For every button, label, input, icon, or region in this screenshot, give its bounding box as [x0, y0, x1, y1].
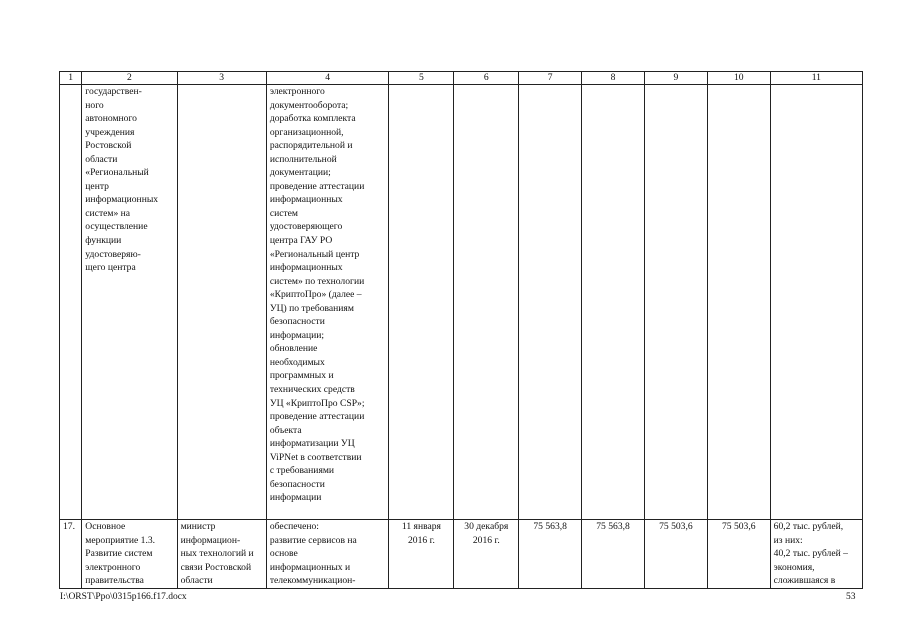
table-cell	[454, 85, 519, 520]
header-cell: 8	[582, 72, 645, 85]
file-path: I:\ORST\Ppo\0315p166.f17.docx	[60, 592, 187, 602]
executor-cell: министр информацион- ных технологий и связи Ростовской области	[177, 520, 266, 589]
table-cell	[177, 85, 266, 520]
amount-cell: 75 503,6	[707, 520, 770, 589]
end-date-cell: 30 декабря 2016 г.	[454, 520, 519, 589]
table-cell	[707, 85, 770, 520]
row-number-cell: 17.	[60, 520, 82, 589]
header-cell: 5	[389, 72, 454, 85]
header-cell: 2	[82, 72, 177, 85]
executor-cell: государствен- ного автономного учреждения Ростовской области «Региональный центр информационных систем» на осуществление функции удостоверяю- щего центра	[82, 85, 177, 520]
table-row	[60, 85, 863, 520]
header-cell: 1	[60, 72, 82, 85]
table-cell	[60, 85, 82, 520]
header-cell: 3	[177, 72, 266, 85]
table-cell	[770, 85, 862, 520]
table-cell	[644, 85, 707, 520]
header-cell: 6	[454, 72, 519, 85]
header-cell: 4	[266, 72, 389, 85]
start-date-cell: 11 января 2016 г.	[389, 520, 454, 589]
amount-cell: 75 563,8	[582, 520, 645, 589]
report-table	[59, 71, 863, 589]
table-cell	[582, 85, 645, 520]
table-row	[60, 520, 863, 589]
header-row	[60, 72, 863, 85]
result-cell: электронного документооборота; доработка комплекта организационной, распорядительной и исполнительной документации; проведение аттестации информационных систем удостоверяющего центра ГАУ РО «Региональный центр информационных систем» по технологии «КриптоПро» (далее – УЦ) по требованиям безопасности информации; обновление необходимых программных и технических средств УЦ «КриптоПро CSP»; проведение аттестации объекта информатизации УЦ ViPNet в соответствии с требованиями безопасности информации	[266, 85, 389, 520]
measure-name-cell: Основное мероприятие 1.3. Развитие систем электронного правительства	[82, 520, 177, 589]
page-number: 53	[846, 592, 856, 602]
header-cell: 7	[519, 72, 582, 85]
header-cell: 9	[644, 72, 707, 85]
amount-cell: 75 503,6	[644, 520, 707, 589]
result-cell: обеспечено: развитие сервисов на основе информационных и телекоммуникацион-	[266, 520, 389, 589]
table-cell	[519, 85, 582, 520]
table-cell	[389, 85, 454, 520]
header-cell: 10	[707, 72, 770, 85]
amount-cell: 75 563,8	[519, 520, 582, 589]
header-cell: 11	[770, 72, 862, 85]
note-cell: 60,2 тыс. рублей, из них: 40,2 тыс. рублей – экономия, сложившаяся в	[770, 520, 862, 589]
